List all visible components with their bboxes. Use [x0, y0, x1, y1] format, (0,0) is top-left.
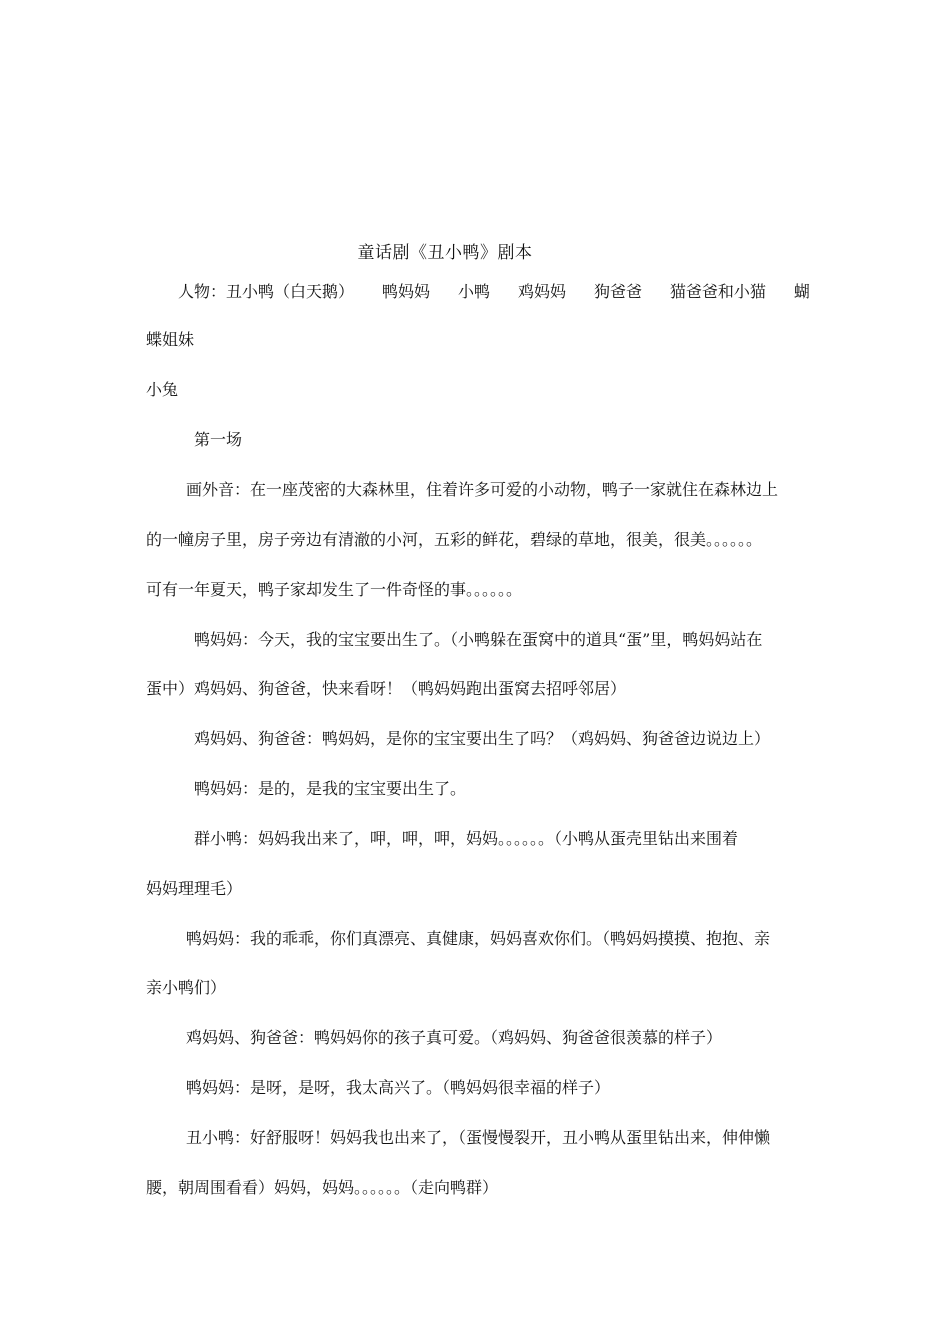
script-line: 鸭妈妈：是呀，是呀，我太高兴了。（鸭妈妈很幸福的样子）: [186, 1078, 611, 1097]
cast-role: 蝴: [793, 282, 810, 301]
cast-role: 鸭妈妈: [381, 282, 430, 301]
cast-continuation: 小兔: [146, 380, 179, 399]
cast-role: 猫爸爸和小猫: [669, 282, 766, 301]
script-line: 腰，朝周围看看）妈妈，妈妈。。。。。。（走向鸭群）: [146, 1178, 499, 1197]
script-line: 鸭妈妈：今天，我的宝宝要出生了。（小鸭躲在蛋窝中的道具“蛋”里，鸭妈妈站在: [194, 630, 763, 649]
script-line: 妈妈理理毛）: [146, 879, 243, 898]
cast-role: 狗爸爸: [593, 282, 642, 301]
script-line: 的一幢房子里，房子旁边有清澈的小河，五彩的鲜花，碧绿的草地，很美，很美。。。。。。: [146, 530, 763, 549]
document-title: 童话剧《丑小鸭》剧本: [357, 243, 533, 263]
script-line: 可有一年夏天，鸭子家却发生了一件奇怪的事。。。。。。: [146, 580, 523, 599]
cast-list: [178, 281, 810, 303]
script-line: 鸡妈妈、狗爸爸：鸭妈妈，是你的宝宝要出生了吗？（鸡妈妈、狗爸爸边说边上）: [194, 729, 771, 748]
scene-heading: 第一场: [194, 430, 243, 449]
script-line: 蛋中）鸡妈妈、狗爸爸，快来看呀！（鸭妈妈跑出蛋窝去招呼邻居）: [146, 679, 627, 698]
script-line: 鸡妈妈、狗爸爸：鸭妈妈你的孩子真可爱。（鸡妈妈、狗爸爸很羡慕的样子）: [186, 1028, 723, 1047]
script-line: 群小鸭：妈妈我出来了，呷，呷，呷，妈妈。。。。。。（小鸭从蛋壳里钻出来围着: [194, 829, 739, 848]
script-line: 鸭妈妈：是的，是我的宝宝要出生了。: [194, 779, 467, 798]
script-line: 亲小鸭们）: [146, 978, 227, 997]
cast-continuation: 蝶姐妹: [146, 330, 195, 349]
cast-role: 鸡妈妈: [517, 282, 566, 301]
cast-label: 人物：丑小鸭（白天鹅）: [178, 282, 355, 301]
cast-role: 小鸭: [457, 282, 490, 301]
script-line: 画外音：在一座茂密的大森林里，住着许多可爱的小动物，鸭子一家就住在森林边上: [186, 480, 779, 499]
script-line: 鸭妈妈：我的乖乖，你们真漂亮、真健康，妈妈喜欢你们。（鸭妈妈摸摸、抱抱、亲: [186, 929, 771, 948]
script-line: 丑小鸭：好舒服呀！妈妈我也出来了，（蛋慢慢裂开，丑小鸭从蛋里钻出来，伸伸懒: [186, 1128, 771, 1147]
